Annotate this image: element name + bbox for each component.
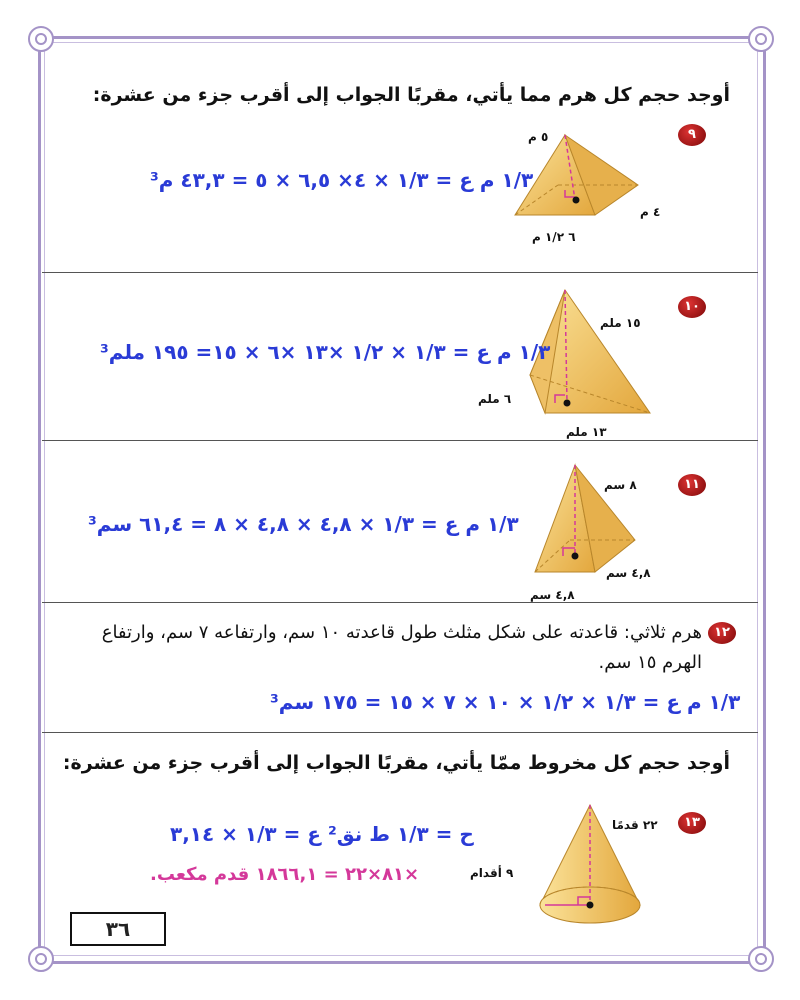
section-divider [42, 602, 758, 603]
problem-13-equation-line1 [170, 822, 474, 846]
frame-corner-ornament [748, 946, 774, 972]
equation-text: ١/٣ م ع = ١/٣ × ١/٢ × ١٠ × ٧ × ١٥ = ١٧٥ سم³ [270, 690, 741, 714]
frame-corner-ornament [748, 26, 774, 52]
page-number: ٣٦ [70, 912, 166, 946]
base-label: ١٣ ملم [566, 425, 607, 439]
equation-text: ١/٣ م ع = ١/٣ × ١/٢ ×١٣ ×٦ × ١٥= ١٩٥ ملم³ [100, 340, 551, 364]
cones-heading: أوجد حجم كل مخروط ممّا يأتي، مقربًا الجواب إلى أقرب جزء من عشرة: [62, 752, 730, 774]
frame-corner-ornament [28, 946, 54, 972]
equation-text: ح = ١/٣ ط نق² ع = ١/٣ × ٣,١٤ [170, 822, 474, 846]
problem-11-equation [88, 512, 519, 536]
frame-corner-ornament [28, 26, 54, 52]
base-label: ٤,٨ سم [530, 588, 575, 602]
side-label: ٦ ملم [478, 392, 512, 406]
problem-number-badge: ١١ [678, 474, 706, 496]
equation-text: ١/٣ م ع = ١/٣ × ٤,٨ × ٤,٨ × ٨ = ٦١,٤ سم³ [88, 512, 519, 536]
section-divider [42, 272, 758, 273]
problem-number-badge: ٩ [678, 124, 706, 146]
equation-text: ١/٣ م ع = ١/٣ × ٤× ٦,٥ × ٥ = ٤٣,٣ م³ [150, 168, 534, 192]
problem-10-equation [100, 340, 550, 364]
radius-label: ٩ أقدام [470, 866, 514, 880]
height-label: ٨ سم [604, 478, 637, 492]
side-label: ٤,٨ سم [606, 566, 651, 580]
pyramids-heading: أوجد حجم كل هرم مما يأتي، مقربًا الجواب إلى أقرب جزء من عشرة: [92, 84, 730, 106]
side-label: ٤ م [640, 205, 661, 219]
equation-text: ×٨١×٢٢ = ١٨٦٦,١ قدم مكعب. [150, 864, 420, 885]
base-label: ٦ ١/٢ م [532, 230, 576, 244]
height-label: ١٥ ملم [600, 316, 641, 330]
problem-12-equation [270, 690, 740, 714]
problem-number-badge: ١٢ [708, 622, 736, 644]
slant-label: ٥ م [528, 130, 549, 144]
problem-9-equation [150, 168, 533, 192]
problem-number-badge: ١٣ [678, 812, 706, 834]
problem-12-text: هرم ثلاثي: قاعدته على شكل مثلث طول قاعدته ١٠ سم، وارتفاعه ٧ سم، وارتفاع الهرم ١٥ سم. [101, 622, 702, 673]
problem-13-equation-line2 [150, 864, 419, 885]
section-divider [42, 440, 758, 441]
section-divider [42, 732, 758, 733]
height-label: ٢٢ قدمًا [612, 818, 658, 832]
problem-number-badge: ١٠ [678, 296, 706, 318]
